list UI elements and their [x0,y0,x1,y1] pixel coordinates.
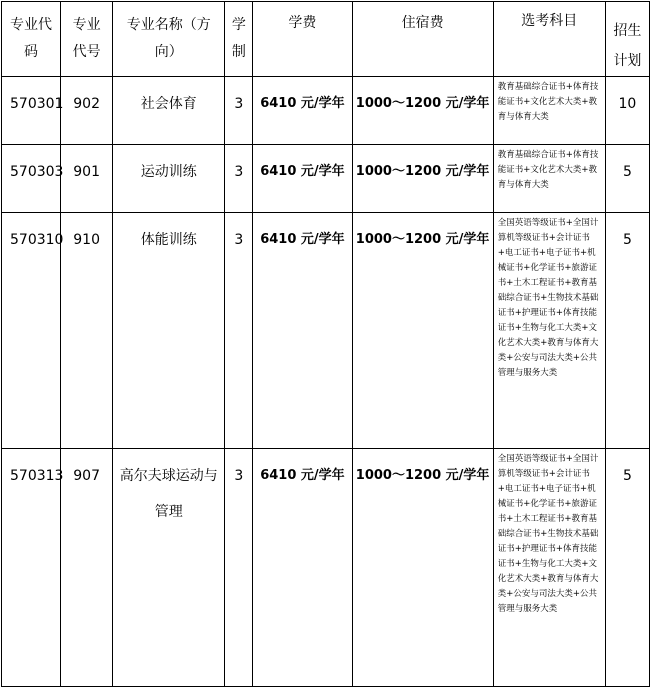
table-row [2,145,650,213]
table-row [2,213,650,449]
major-name: 体能训练 [113,213,225,449]
tuition-fee: 6410 元/学年 [253,449,352,687]
elective-subjects: 教育基础综合证书+体育技能证书+文化艺术大类+教育与体育大类 [493,145,605,213]
study-years: 3 [225,213,253,449]
major-number: 902 [61,77,113,145]
study-years: 3 [225,449,253,687]
header-num-line1: 专业 [72,17,101,33]
header-name [113,2,225,77]
major-code: 570303 [2,145,61,213]
admissions-table [1,1,650,687]
table-row [2,77,650,145]
major-number: 910 [61,213,113,449]
elective-subjects: 全国英语等级证书+全国计算机等级证书+会计证书+电工证书+电子证书+机械证书+化学证书+旅游证书+土木工程证书+教育基础综合证书+生物技术基础证书+护理证书+体育技能证书+生物与化工大类+文化艺术大类+教育与体育大类+公安与司法大类+公共管理与服务大类 [493,449,605,687]
header-years-line2: 制 [231,44,246,60]
enrollment-plan: 5 [605,145,649,213]
header-plan-line2: 计划 [613,53,642,69]
header-num-line2: 代号 [72,44,101,60]
lodging-fee: 1000～1200 元/学年 [352,213,493,449]
header-name-line1: 专业名称（方 [126,17,211,33]
major-number: 907 [61,449,113,687]
header-num [61,2,113,77]
elective-subjects: 教育基础综合证书+体育技能证书+文化艺术大类+教育与体育大类 [493,77,605,145]
tuition-fee: 6410 元/学年 [253,213,352,449]
header-plan [605,2,649,77]
header-subjects: 选考科目 [493,2,605,77]
elective-subjects: 全国英语等级证书+全国计算机等级证书+会计证书+电工证书+电子证书+机械证书+化学证书+旅游证书+土木工程证书+教育基础综合证书+生物技术基础证书+护理证书+体育技能证书+生物与化工大类+文化艺术大类+教育与体育大类+公安与司法大类+公共管理与服务大类 [493,213,605,449]
header-years-line1: 学 [231,17,246,33]
study-years: 3 [225,145,253,213]
major-code: 570301 [2,77,61,145]
enrollment-plan: 10 [605,77,649,145]
enrollment-plan: 5 [605,213,649,449]
tuition-fee: 6410 元/学年 [253,77,352,145]
header-code-line1: 专业代 [10,17,53,33]
header-lodging: 住宿费 [352,2,493,77]
table-row [2,449,650,687]
header-code [2,2,61,77]
header-tuition: 学费 [253,2,352,77]
header-code-line2: 码 [24,44,39,60]
header-row [2,2,650,77]
tuition-fee: 6410 元/学年 [253,145,352,213]
lodging-fee: 1000～1200 元/学年 [352,449,493,687]
major-name: 高尔夫球运动与管理 [113,449,225,687]
lodging-fee: 1000～1200 元/学年 [352,77,493,145]
major-code: 570310 [2,213,61,449]
major-code: 570313 [2,449,61,687]
major-number: 901 [61,145,113,213]
lodging-fee: 1000～1200 元/学年 [352,145,493,213]
major-name: 运动训练 [113,145,225,213]
enrollment-plan: 5 [605,449,649,687]
header-years [225,2,253,77]
header-plan-line1: 招生 [613,23,642,39]
header-name-line2: 向） [154,44,183,60]
study-years: 3 [225,77,253,145]
major-name: 社会体育 [113,77,225,145]
